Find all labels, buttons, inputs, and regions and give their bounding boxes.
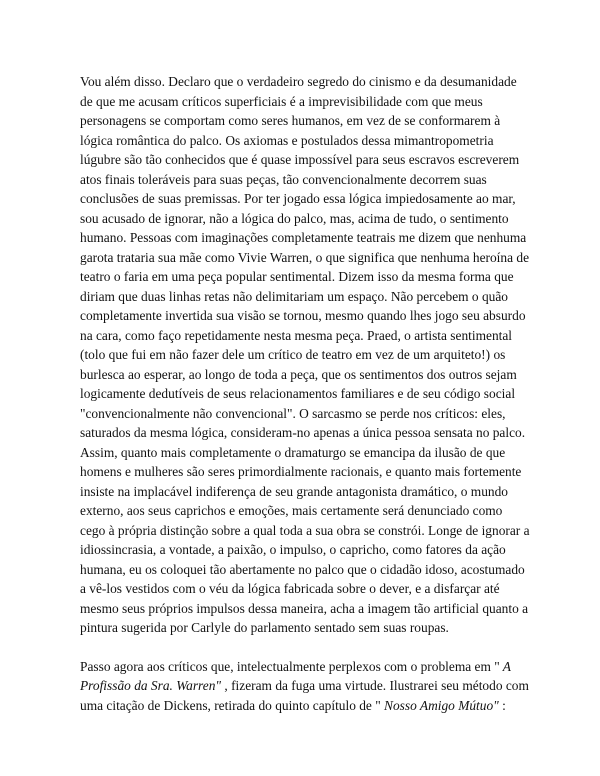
body-paragraph-2 — [80, 657, 530, 716]
paragraph-2-text-middle: , fizeram da fuga uma virtude. Ilustrarei seu método com uma citação de Dickens, retirada do quinto capítulo de " — [80, 678, 529, 713]
paragraph-2-text-start: Passo agora aos críticos que, intelectualmente perplexos com o problema em " — [80, 658, 500, 674]
document-page — [80, 72, 530, 715]
paragraph-2-text-end: : — [502, 697, 506, 713]
body-paragraph-1: Vou além disso. Declaro que o verdadeiro segredo do cinismo e da desumanidade de que me acusam críticos superficiais é a imprevisibilidade com que meus personagens se comportam como seres humanos, em vez de se conformarem à lógica romântica do palco. Os axiomas e postulados dessa mimantropometria lúgubre são tão conhecidos que é quase impossível para seus escravos escreverem atos finais toleráveis para suas peças, tão convencionalmente decorrem suas conclusões de suas premissas. Por ter jogado essa lógica impiedosamente ao mar, sou acusado de ignorar, não a lógica do palco, mas, acima de tudo, o sentimento humano. Pessoas com imaginações completamente teatrais me dizem que nenhuma garota trataria sua mãe como Vivie Warren, o que significa que nenhuma heroína de teatro o faria em uma peça popular sentimental. Dizem isso da mesma forma que diriam que duas linhas retas não delimitariam um espaço. Não percebem o quão completamente invertida sua visão se tornou, mesmo quando lhes jogo seu absurdo na cara, como faço repetidamente nesta mesma peça. Praed, o artista sentimental (tolo que fui em não fazer dele um crítico de teatro em vez de um arquiteto!) os burlesca ao esperar, ao longo de toda a peça, que os sentimentos dos outros sejam logicamente dedutíveis de seus relacionamentos familiares e de seu código social "convencionalmente não convencional". O sarcasmo se perde nos críticos: eles, saturados da mesma lógica, consideram-no apenas a única pessoa sensata no palco. Assim, quanto mais completamente o dramaturgo se emancipa da ilusão de que homens e mulheres são seres primordialmente racionais, e quanto mais fortemente insiste na implacável indiferença de seu grande antagonista dramático, o mundo externo, aos seus caprichos e emoções, mais certamente será denunciado como cego à própria distinção sobre a qual toda a sua obra se constrói. Longe de ignorar a idiossincrasia, a vontade, a paixão, o impulso, o capricho, como fatores da ação humana, eu os coloquei tão abertamente no palco que o cidadão idoso, acostumado a vê-los vestidos com o véu da lógica fabricada sobre o dever, e a disfarçar até mesmo seus próprios impulsos dessa maneira, acha a imagem tão artificial quanto a pintura sugerida por Carlyle do parlamento sentado sem suas roupas. — [80, 74, 530, 635]
italic-title-our-mutual-friend: Nosso Amigo Mútuo" — [380, 697, 503, 713]
italic-title-mrs-warren: A Profissão da Sra. Warren" — [80, 658, 511, 693]
